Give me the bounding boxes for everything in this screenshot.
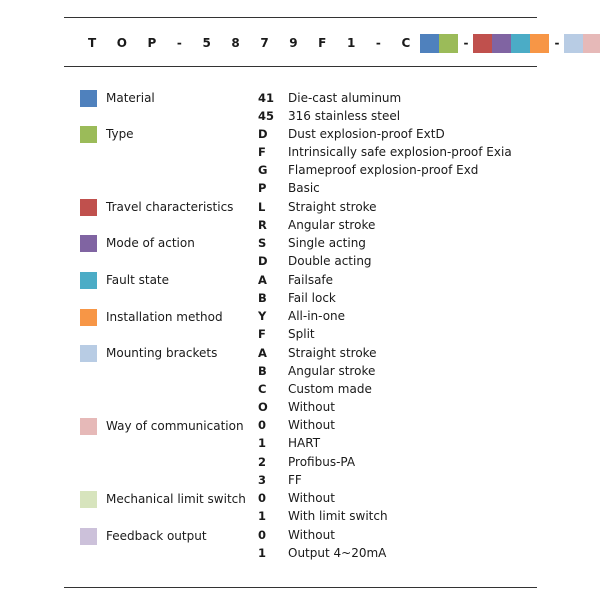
legend-swatch bbox=[80, 418, 97, 435]
option-code: A bbox=[258, 273, 267, 287]
option-row bbox=[258, 507, 388, 525]
legend-label: Travel characteristics bbox=[106, 200, 234, 214]
code-swatch-mode bbox=[492, 34, 511, 53]
option-code: A bbox=[258, 346, 267, 360]
legend-swatch bbox=[80, 309, 97, 326]
option-row bbox=[258, 271, 333, 289]
legend-swatch bbox=[80, 272, 97, 289]
top-rule bbox=[64, 17, 537, 18]
option-code: F bbox=[258, 145, 266, 159]
option-row bbox=[258, 198, 377, 216]
code-separator: - bbox=[463, 36, 469, 50]
legend-swatch bbox=[80, 235, 97, 252]
option-description: Intrinsically safe explosion-proof Exia bbox=[288, 145, 512, 159]
option-code: 41 bbox=[258, 91, 275, 105]
legend-item-feedback-output bbox=[80, 526, 260, 546]
option-code: 2 bbox=[258, 455, 267, 469]
option-code: R bbox=[258, 218, 267, 232]
legend-label: Installation method bbox=[106, 310, 223, 324]
option-description: Fail lock bbox=[288, 291, 336, 305]
option-row bbox=[258, 362, 375, 380]
option-description: Die-cast aluminum bbox=[288, 91, 402, 105]
code-swatch-installation bbox=[530, 34, 549, 53]
option-row bbox=[258, 380, 372, 398]
option-description: Failsafe bbox=[288, 273, 334, 287]
option-code: C bbox=[258, 382, 267, 396]
legend-item-type bbox=[80, 124, 260, 144]
legend-swatch bbox=[80, 345, 97, 362]
legend-label: Fault state bbox=[106, 273, 170, 287]
legend-label: Material bbox=[106, 91, 155, 105]
option-description: Straight stroke bbox=[288, 346, 377, 360]
option-code: D bbox=[258, 127, 268, 141]
option-row bbox=[258, 89, 401, 107]
option-row bbox=[258, 216, 375, 234]
legend-swatch bbox=[80, 491, 97, 508]
legend-item-mounting-brackets bbox=[80, 343, 260, 363]
option-description: Split bbox=[288, 327, 315, 341]
option-row bbox=[258, 471, 302, 489]
legend-item-travel-characteristics bbox=[80, 197, 260, 217]
legend-label: Mode of action bbox=[106, 236, 195, 250]
option-description: All-in-one bbox=[288, 309, 346, 323]
code-swatch-fault bbox=[511, 34, 530, 53]
option-code: D bbox=[258, 254, 268, 268]
option-description: Without bbox=[288, 491, 335, 505]
option-description: FF bbox=[288, 473, 302, 487]
option-description: 316 stainless steel bbox=[288, 109, 401, 123]
option-code: O bbox=[258, 400, 268, 414]
option-description: Single acting bbox=[288, 236, 366, 250]
option-row bbox=[258, 289, 336, 307]
option-row bbox=[258, 307, 345, 325]
option-code: 1 bbox=[258, 436, 267, 450]
legend-label: Mounting brackets bbox=[106, 346, 218, 360]
model-code-prefix: T O P - 5 8 7 9 F 1 - C bbox=[88, 36, 419, 50]
option-code: 45 bbox=[258, 109, 275, 123]
option-description: With limit switch bbox=[288, 509, 388, 523]
legend-item-fault-state bbox=[80, 270, 260, 290]
code-swatch-communication bbox=[583, 34, 600, 53]
option-code: S bbox=[258, 236, 267, 250]
legend-label: Type bbox=[106, 127, 134, 141]
code-swatch-type bbox=[439, 34, 458, 53]
legend-label: Feedback output bbox=[106, 529, 207, 543]
option-row bbox=[258, 434, 320, 452]
option-code: L bbox=[258, 200, 266, 214]
option-description: Flameproof explosion-proof Exd bbox=[288, 163, 479, 177]
option-description: HART bbox=[288, 436, 321, 450]
option-row bbox=[258, 125, 445, 143]
option-description: Straight stroke bbox=[288, 200, 377, 214]
option-row bbox=[258, 416, 335, 434]
option-description: Angular stroke bbox=[288, 218, 376, 232]
bottom-rule bbox=[64, 587, 537, 588]
legend-swatch bbox=[80, 90, 97, 107]
option-description: Without bbox=[288, 528, 335, 542]
option-code: Y bbox=[258, 309, 267, 323]
option-row bbox=[258, 325, 315, 343]
option-row bbox=[258, 143, 512, 161]
option-row bbox=[258, 107, 400, 125]
legend-item-mechanical-limit-switch bbox=[80, 489, 260, 509]
option-row bbox=[258, 489, 335, 507]
code-swatch-travel bbox=[473, 34, 492, 53]
option-description: Dust explosion-proof ExtD bbox=[288, 127, 445, 141]
code-swatch-material bbox=[420, 34, 439, 53]
option-code: G bbox=[258, 163, 268, 177]
option-row bbox=[258, 161, 478, 179]
legend-swatch bbox=[80, 199, 97, 216]
option-description: Angular stroke bbox=[288, 364, 376, 378]
model-code bbox=[88, 33, 600, 53]
option-description: Custom made bbox=[288, 382, 372, 396]
legend-item-installation-method bbox=[80, 307, 260, 327]
legend-swatch bbox=[80, 126, 97, 143]
option-code: F bbox=[258, 327, 266, 341]
header-rule bbox=[64, 66, 537, 67]
option-row bbox=[258, 526, 335, 544]
option-row bbox=[258, 234, 366, 252]
option-row bbox=[258, 252, 372, 270]
option-code: 0 bbox=[258, 528, 267, 542]
option-code: 0 bbox=[258, 491, 267, 505]
legend-item-way-of-communication bbox=[80, 416, 260, 436]
option-description: Basic bbox=[288, 181, 320, 195]
legend-item-mode-of-action bbox=[80, 233, 260, 253]
option-description: Profibus-PA bbox=[288, 455, 356, 469]
option-row bbox=[258, 344, 377, 362]
option-row bbox=[258, 179, 320, 197]
option-code: P bbox=[258, 181, 267, 195]
code-swatch-brackets bbox=[564, 34, 583, 53]
legend-item-material bbox=[80, 88, 260, 108]
option-row bbox=[258, 453, 355, 471]
option-row bbox=[258, 544, 386, 562]
option-row bbox=[258, 398, 335, 416]
legend-label: Way of communication bbox=[106, 419, 244, 433]
option-code: 1 bbox=[258, 509, 267, 523]
legend-label: Mechanical limit switch bbox=[106, 492, 246, 506]
option-description: Double acting bbox=[288, 254, 372, 268]
option-code: B bbox=[258, 364, 267, 378]
option-description: Without bbox=[288, 418, 335, 432]
option-description: Without bbox=[288, 400, 335, 414]
option-code: B bbox=[258, 291, 267, 305]
code-separator: - bbox=[554, 36, 560, 50]
option-code: 1 bbox=[258, 546, 267, 560]
option-code: 3 bbox=[258, 473, 267, 487]
option-code: 0 bbox=[258, 418, 267, 432]
option-description: Output 4~20mA bbox=[288, 546, 387, 560]
legend-swatch bbox=[80, 528, 97, 545]
